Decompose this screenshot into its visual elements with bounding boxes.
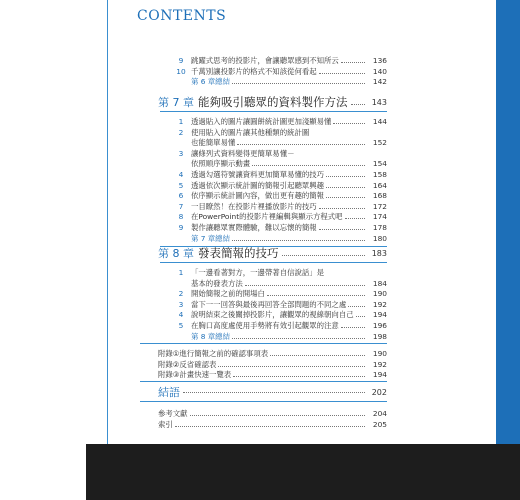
entry-number: 10 (176, 66, 186, 76)
page-number: 154 (372, 159, 387, 169)
entry-title: 參考文獻 (158, 409, 188, 418)
entry-title: 說明結束之後關掉投影片，讓觀眾的視線朝向自己 (191, 310, 354, 320)
page-number: 144 (372, 117, 387, 126)
dot-leader (341, 56, 365, 63)
page-number: 174 (372, 212, 387, 222)
entry-title: 在PowerPoint的投影片裡編輯與顯示方程式吧 (191, 212, 343, 222)
entry-number: 5 (178, 321, 184, 330)
page-number: 184 (372, 278, 387, 288)
entry-number: 9 (178, 56, 184, 65)
dot-leader (267, 289, 365, 296)
page-number: 204 (372, 409, 387, 418)
page-number: 198 (372, 331, 387, 341)
section-divider (140, 381, 387, 382)
entry-title: 製作讓聽眾實際體驗，難以忘懷的簡報 (191, 223, 317, 232)
entry-title: 千萬別讓投影片的格式不知該從何看起 (191, 66, 317, 76)
entry-title: 透過勾選符號讓資料更加簡單易懂的技巧 (191, 170, 325, 179)
entry-number: 4 (178, 310, 184, 320)
dot-leader (270, 349, 365, 356)
dot-leader (175, 420, 365, 427)
page-number: 164 (372, 180, 387, 190)
dot-leader (232, 77, 365, 84)
entry-title: 透過貼入的圖片讓圓餅統計圖更加淺顯易懂 (191, 117, 332, 126)
entry-title: 「一邊看著對方，一邊帶著自信說話」是 (191, 268, 325, 277)
page-number: 194 (372, 310, 387, 320)
page-number: 190 (372, 289, 387, 299)
dot-leader (333, 117, 365, 124)
entry-number: 3 (178, 299, 184, 309)
entry-title: 第 7 章總結 (191, 233, 230, 243)
entry-number: 1 (178, 268, 184, 277)
entry-number: 3 (178, 148, 184, 158)
section-divider (160, 111, 387, 112)
chapter-page-number: 183 (371, 249, 387, 258)
page-number: 194 (372, 370, 387, 380)
entry-title: 附錄③計畫快速一覽表 (158, 370, 232, 380)
entry-title: 讓條列式資料變得更簡單易懂－ (191, 148, 295, 158)
entry-title: 在胸口高度處使用手勢將有效引起觀眾的注意 (191, 321, 339, 330)
entry-title: 透過依次顯示統計圖的簡報引起聽眾興趣 (191, 180, 325, 190)
entry-title: 第 8 章總結 (191, 331, 230, 341)
dot-leader (326, 181, 365, 188)
page-number: 190 (372, 349, 387, 358)
dot-leader (326, 191, 365, 198)
dot-leader (348, 300, 365, 307)
entry-number: 7 (178, 201, 184, 211)
entry-title: 索引 (158, 419, 173, 429)
chapter-label: 第 8 章 (158, 247, 194, 260)
dot-leader (282, 249, 365, 256)
dot-leader (233, 370, 365, 377)
contents-title: CONTENTS (137, 8, 227, 24)
page-number: 192 (372, 299, 387, 309)
page-number: 196 (372, 321, 387, 330)
dot-leader (326, 170, 365, 177)
page-number: 192 (372, 359, 387, 369)
entry-title: 使用貼入的圖片讓其他種類的統計圖 (191, 127, 310, 137)
dot-leader (237, 138, 365, 145)
entry-number: 2 (178, 127, 184, 137)
entry-title: 開始簡報之前的開場白 (191, 289, 265, 299)
dot-leader (319, 223, 365, 230)
chapter-page-number: 143 (371, 98, 387, 107)
dot-leader (351, 98, 365, 105)
chapter-label: 第 7 章 (158, 96, 194, 109)
dot-leader (319, 202, 365, 209)
dot-leader (319, 67, 365, 74)
dot-leader (252, 159, 365, 166)
conclusion-page-number: 202 (371, 388, 387, 397)
dot-leader (356, 310, 365, 317)
entry-number: 4 (178, 170, 184, 179)
bottom-bar (86, 444, 520, 500)
dot-leader (345, 212, 365, 219)
dot-leader (190, 409, 365, 416)
dot-leader (232, 234, 365, 241)
entry-number: 5 (178, 180, 184, 190)
entry-title: 一目瞭然！在投影片裡播放影片的技巧 (191, 201, 317, 211)
page-number: 158 (372, 170, 387, 179)
chapter-title: 發表簡報的技巧 (198, 246, 279, 260)
entry-title: 也能簡單易懂 (191, 138, 236, 148)
entry-number: 1 (178, 117, 184, 126)
entry-title: 基本的發表方法 (191, 278, 243, 288)
dot-leader (183, 386, 365, 393)
section-divider (160, 262, 387, 263)
page-number: 178 (372, 223, 387, 232)
page-number: 205 (372, 419, 387, 429)
entry-number: 6 (178, 191, 184, 201)
entry-title: 當下一一回答與最後再回答全部問題的不同之處 (191, 299, 347, 309)
dot-leader (341, 321, 365, 328)
section-divider (140, 401, 387, 402)
entry-title: 依序顯示統計圖內容，做出更有趣的簡報 (191, 191, 325, 201)
entry-number: 9 (178, 223, 184, 232)
entry-title: 第 6 章總結 (191, 77, 230, 86)
entry-title: 依照順序顯示動畫 (191, 159, 251, 169)
page-number: 142 (372, 77, 387, 86)
page-number: 172 (372, 201, 387, 211)
entry-title: 跳躍式思考的投影片，會讓聽眾感到不知所云 (191, 56, 339, 65)
entry-title: 附錄①進行簡報之前的確認事項表 (158, 349, 269, 358)
entry-title: 附錄②反省確認表 (158, 359, 217, 369)
dot-leader (232, 332, 365, 339)
dot-leader (245, 279, 365, 286)
page-number: 180 (372, 233, 387, 243)
section-divider (140, 343, 387, 344)
page-number: 140 (372, 66, 387, 76)
page-number: 136 (372, 56, 387, 65)
page-number: 168 (372, 191, 387, 201)
dot-leader (218, 360, 365, 367)
entry-number: 8 (178, 212, 184, 222)
chapter-title: 能夠吸引聽眾的資料製作方法 (198, 95, 348, 109)
conclusion-title: 結語 (158, 386, 180, 399)
entry-number: 2 (178, 289, 184, 299)
page-number: 152 (372, 138, 387, 148)
